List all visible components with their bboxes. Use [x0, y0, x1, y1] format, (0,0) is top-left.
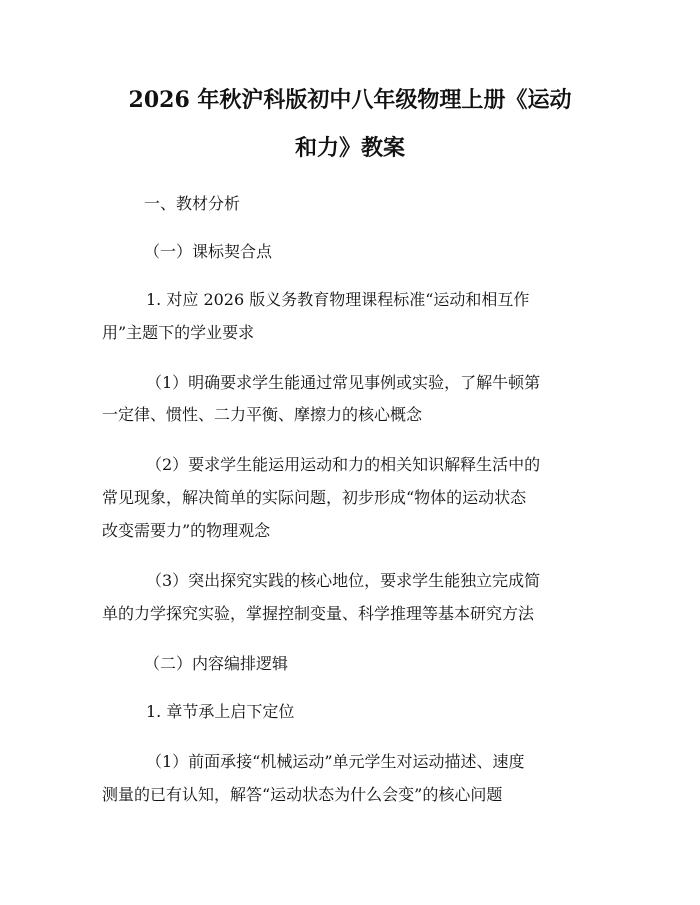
- subsection-heading-content-logic: （二）内容编排逻辑: [144, 654, 289, 673]
- paragraph-line: 单的力学探究实验，掌握控制变量、科学推理等基本研究方法: [102, 604, 535, 623]
- paragraph-line: （1）前面承接“机械运动”单元学生对运动描述、速度: [146, 752, 525, 771]
- subsection-heading-curriculum-alignment: （一）课标契合点: [144, 242, 273, 261]
- paragraph-line: 测量的已有认知，解答“运动状态为什么会变”的核心问题: [102, 785, 503, 804]
- paragraph-line: 改变需要力”的物理观念: [102, 521, 271, 540]
- paragraph-line: 一定律、惯性、二力平衡、摩擦力的核心概念: [102, 405, 423, 424]
- document-title-line-2: 和力》教案: [294, 135, 405, 161]
- paragraph-line: 1. 章节承上启下定位: [146, 702, 295, 721]
- paragraph-line: 常见现象，解决简单的实际问题，初步形成“物体的运动状态: [102, 488, 527, 507]
- section-heading-teaching-material-analysis: 一、教材分析: [144, 194, 241, 213]
- paragraph-line: 1. 对应 2026 版义务教育物理课程标准“运动和相互作: [146, 290, 530, 309]
- paragraph-line: 用”主题下的学业要求: [102, 323, 255, 342]
- paragraph-line: （3）突出探究实践的核心地位，要求学生能独立完成简: [146, 571, 541, 590]
- document-title-line-1: 2026 年秋沪科版初中八年级物理上册《运动: [128, 87, 572, 113]
- paragraph-line: （1）明确要求学生能通过常见事例或实验，了解牛顿第: [146, 373, 541, 392]
- paragraph-line: （2）要求学生能运用运动和力的相关知识解释生活中的: [146, 455, 541, 474]
